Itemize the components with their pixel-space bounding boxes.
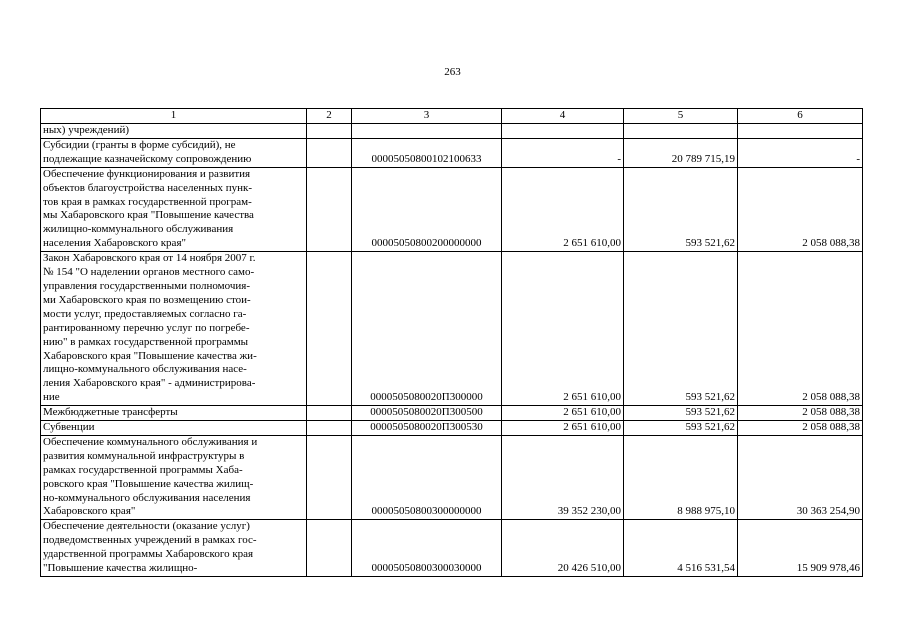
description-line: ми Хабаровского края по возмещению стои- [43,293,251,306]
table-row [41,167,863,251]
description-line: ровского края "Повышение качества жилищ- [43,477,254,490]
description-line: Субсидии (гранты в форме субсидий), не [43,138,236,151]
row-code: 00005050800300030000 [352,520,502,577]
description-line: Обеспечение функционирования и развития [43,167,251,180]
column-header-2: 2 [307,109,352,124]
description-line: нию" в рамках государственной программы [43,335,249,348]
row-col2 [307,421,352,436]
description-line: рамках государственной программы Хаба- [43,463,243,476]
row-value-4: - [502,138,624,167]
row-code: 00005050800300000000 [352,435,502,519]
row-value-6: 2 058 088,38 [738,167,863,251]
table-row [41,421,863,436]
row-value-5: 593 521,62 [624,421,738,436]
description-line: Обеспечение коммунального обслуживания и [43,435,258,448]
description-line: ударственной программы Хабаровского края [43,548,254,561]
description-line: тов края в рамках государственной програм- [43,195,252,208]
description-line: Закон Хабаровского края от 14 ноября 2007 г. [43,252,256,265]
row-description [41,124,307,139]
description-line: мы Хабаровского края "Повышение качества [43,209,254,222]
column-header-1: 1 [41,109,307,124]
description-line: ние [43,391,60,404]
description-line: Обеспечение деятельности (оказание услуг) [43,520,250,533]
description-line: "Повышение качества жилищно- [43,562,198,575]
row-description [41,421,307,436]
row-code: 0000505080020П300000 [352,252,502,406]
description-line: подведомственных учреждений в рамках гос- [43,534,257,547]
row-value-4: 2 651 610,00 [502,252,624,406]
row-description [41,167,307,251]
row-value-5: 593 521,62 [624,252,738,406]
description-line: Межбюджетные трансферты [43,406,178,419]
description-line: рантированному перечню услуг по погребе- [43,321,250,334]
row-description [41,406,307,421]
row-value-4: 2 651 610,00 [502,406,624,421]
table-row [41,138,863,167]
row-code: 0000505080020П300500 [352,406,502,421]
row-code: 0000505080020П300530 [352,421,502,436]
row-description [41,435,307,519]
row-description [41,252,307,406]
description-line: ления Хабаровского края" - администрирова- [43,377,256,390]
table-row [41,252,863,406]
row-value-5: 593 521,62 [624,167,738,251]
budget-table [40,108,863,577]
row-col2 [307,252,352,406]
row-description [41,520,307,577]
row-value-5: 8 988 975,10 [624,435,738,519]
row-value-6: 2 058 088,38 [738,421,863,436]
row-description [41,138,307,167]
description-line: управления государственными полномочия- [43,279,250,292]
description-line: жилищно-коммунального обслуживания [43,223,234,236]
row-code: 00005050800200000000 [352,167,502,251]
table-row [41,124,863,139]
description-line: мости услуг, предоставляемых согласно га- [43,307,247,320]
description-line: № 154 "О наделении органов местного само- [43,266,255,279]
row-value-5: 20 789 715,19 [624,138,738,167]
row-value-4: 2 651 610,00 [502,167,624,251]
column-header-3: 3 [352,109,502,124]
page-number: 263 [444,66,461,78]
description-line: объектов благоустройства населенных пунк- [43,181,253,194]
description-line: лищно-коммунального обслуживания насе- [43,363,247,376]
row-value-6: 15 909 978,46 [738,520,863,577]
row-value-6: 2 058 088,38 [738,406,863,421]
table-row [41,406,863,421]
row-value-6 [738,124,863,139]
table-row [41,520,863,577]
row-value-5: 4 516 531,54 [624,520,738,577]
row-code [352,124,502,139]
description-line: но-коммунального обслуживания населения [43,491,251,504]
row-value-5: 593 521,62 [624,406,738,421]
row-col2 [307,167,352,251]
description-line: Хабаровского края" [43,505,136,518]
row-value-4: 20 426 510,00 [502,520,624,577]
row-col2 [307,406,352,421]
row-value-4: 39 352 230,00 [502,435,624,519]
description-line: населения Хабаровского края" [43,237,186,250]
table-row [41,435,863,519]
description-line: ных) учреждений) [43,124,130,136]
row-value-4 [502,124,624,139]
column-header-4: 4 [502,109,624,124]
row-value-6: - [738,138,863,167]
row-value-6: 30 363 254,90 [738,435,863,519]
description-line: Субвенции [43,421,95,434]
row-code: 00005050800102100633 [352,138,502,167]
row-col2 [307,124,352,139]
row-value-6: 2 058 088,38 [738,252,863,406]
column-header-6: 6 [738,109,863,124]
row-value-4: 2 651 610,00 [502,421,624,436]
description-line: Хабаровского края "Повышение качества жи- [43,349,257,362]
row-col2 [307,435,352,519]
row-value-5 [624,124,738,139]
description-line: развития коммунальной инфраструктуры в [43,449,245,462]
description-line: подлежащие казначейскому сопровождению [43,152,252,165]
row-col2 [307,138,352,167]
header-row [41,109,863,124]
row-col2 [307,520,352,577]
column-header-5: 5 [624,109,738,124]
